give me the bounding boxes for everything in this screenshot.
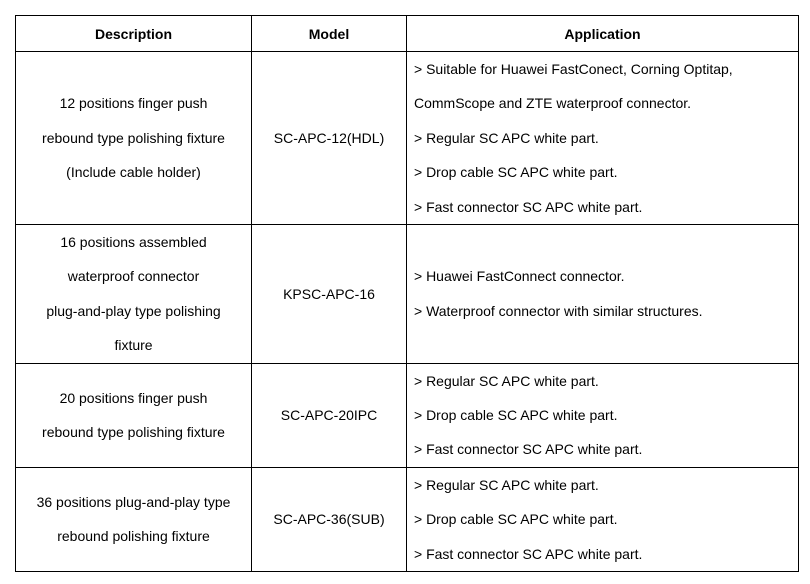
header-model: Model xyxy=(252,16,407,52)
application-line: > Waterproof connector with similar structures. xyxy=(414,302,703,319)
description-cell xyxy=(16,52,252,225)
application-line: > Fast connector SC APC white part. xyxy=(414,198,643,215)
application-line: > Regular SC APC white part. xyxy=(414,476,599,493)
application-cell xyxy=(407,52,799,225)
model-cell: SC-APC-12(HDL) xyxy=(252,52,407,225)
table-row xyxy=(16,225,799,364)
table-row xyxy=(16,363,799,467)
application-cell xyxy=(407,467,799,571)
application-line: > Drop cable SC APC white part. xyxy=(414,164,618,181)
model-cell: SC-APC-20IPC xyxy=(252,363,407,467)
application-line: CommScope and ZTE waterproof connector. xyxy=(414,95,692,112)
description-line: rebound polishing fixture xyxy=(57,528,210,545)
application-line: > Fast connector SC APC white part. xyxy=(414,545,643,562)
description-line: waterproof connector xyxy=(67,268,200,285)
description-cell xyxy=(16,225,252,364)
application-line: > Fast connector SC APC white part. xyxy=(414,441,643,458)
description-line: plug-and-play type polishing xyxy=(46,302,221,319)
description-line: (Include cable holder) xyxy=(66,164,201,181)
application-cell xyxy=(407,225,799,364)
description-line: rebound type polishing fixture xyxy=(42,424,225,441)
description-line: 36 positions plug-and-play type xyxy=(36,494,231,511)
application-line: > Drop cable SC APC white part. xyxy=(414,511,618,528)
application-line: > Regular SC APC white part. xyxy=(414,372,599,389)
table-header-row xyxy=(16,16,799,52)
product-spec-table xyxy=(15,15,799,572)
description-line: rebound type polishing fixture xyxy=(42,129,225,146)
header-application: Application xyxy=(407,16,799,52)
model-cell: KPSC-APC-16 xyxy=(252,225,407,364)
table-row xyxy=(16,52,799,225)
description-cell xyxy=(16,467,252,571)
application-line: > Suitable for Huawei FastConect, Corning Optitap, xyxy=(414,61,733,77)
application-cell xyxy=(407,363,799,467)
header-description: Description xyxy=(16,16,252,52)
application-line: > Huawei FastConnect connector. xyxy=(414,268,625,285)
description-line: fixture xyxy=(114,337,153,354)
table-row xyxy=(16,467,799,571)
application-line: > Regular SC APC white part. xyxy=(414,129,599,146)
application-line: > Drop cable SC APC white part. xyxy=(414,407,618,424)
model-cell: SC-APC-36(SUB) xyxy=(252,467,407,571)
description-line: 12 positions finger push xyxy=(59,95,208,112)
description-line: 16 positions assembled xyxy=(60,234,207,251)
description-line: 20 positions finger push xyxy=(59,389,208,406)
description-cell xyxy=(16,363,252,467)
